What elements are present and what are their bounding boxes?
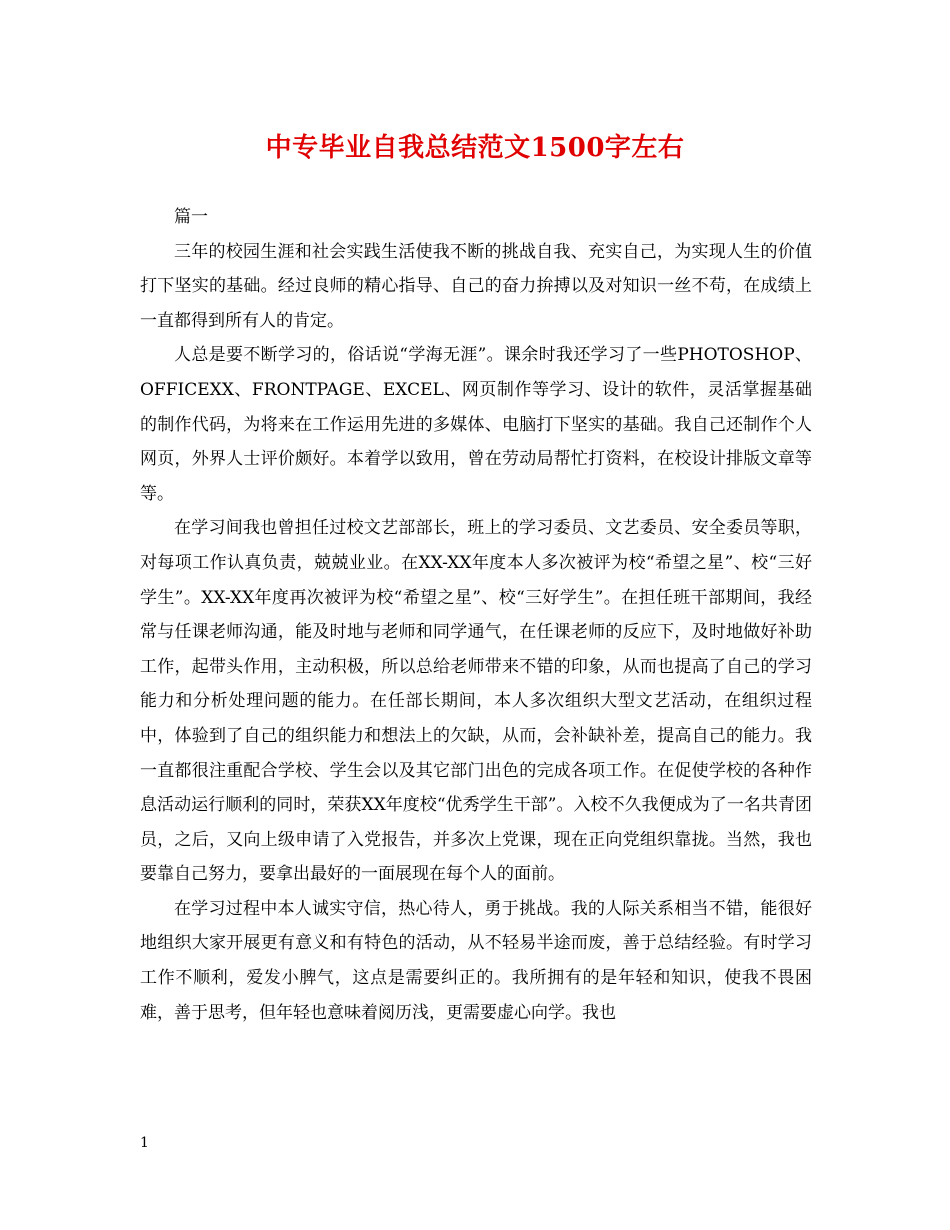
- document-body: [140, 200, 812, 1030]
- page-number: 1: [140, 1135, 149, 1151]
- paragraph-4: 在学习过程中本人诚实守信，热心待人，勇于挑战。我的人际关系相当不错，能很好地组织大家开展更有意义和有特色的活动，从不轻易半途而废，善于总结经验。有时学习工作不顺利，爱发小脾气，这点是需要纠正的。我所拥有的是年轻和知识，使我不畏困难，善于思考，但年轻也意味着阅历浅，更需要虚心向学。我也: [140, 898, 812, 1023]
- document-title: 中专毕业自我总结范文1500字左右: [265, 133, 685, 163]
- paragraph-2: 人总是要不断学习的，俗话说“学海无涯”。课余时我还学习了一些PHOTOSHOP、OFFICEXX、FRONTPAGE、EXCEL、网页制作等学习、设计的软件，灵活掌握基础的制作代码，为将来在工作运用先进的多媒体、电脑打下坚实的基础。我自己还制作个人网页，外界人士评价颇好。本着学以致用，曾在劳动局帮忙打资料，在校设计排版文章等等。: [140, 345, 812, 504]
- paragraph-1: 三年的校园生涯和社会实践生活使我不断的挑战自我、充实自己，为实现人生的价值打下坚实的基础。经过良师的精心指导、自己的奋力拚搏以及对知识一丝不苟，在成绩上一直都得到所有人的肯定。: [140, 241, 812, 331]
- paragraph-3: 在学习间我也曾担任过校文艺部部长，班上的学习委员、文艺委员、安全委员等职，对每项工作认真负责，兢兢业业。在XX-XX年度本人多次被评为校“希望之星”、校“三好学生”。XX-XX年度再次被评为校“希望之星”、校“三好学生”。在担任班干部期间，我经常与任课老师沟通，能及时地与老师和同学通气，在任课老师的反应下，及时地做好补助工作，起带头作用，主动积极，所以总给老师带来不错的印象，从而也提高了自己的学习能力和分析处理问题的能力。在任部长期间，本人多次组织大型文艺活动，在组织过程中，体验到了自己的组织能力和想法上的欠缺，从而，会补缺补差，提高自己的能力。我一直都很注重配合学校、学生会以及其它部门出色的完成各项工作。在促使学校的各种作息活动运行顺利的同时，荣获XX年度校“优秀学生干部”。入校不久我便成为了一名共青团员，之后，又向上级申请了入党报告，并多次上党课，现在正向党组织靠拢。当然，我也要靠自己努力，要拿出最好的一面展现在每个人的面前。: [140, 518, 812, 885]
- section-label: 篇一: [174, 207, 208, 227]
